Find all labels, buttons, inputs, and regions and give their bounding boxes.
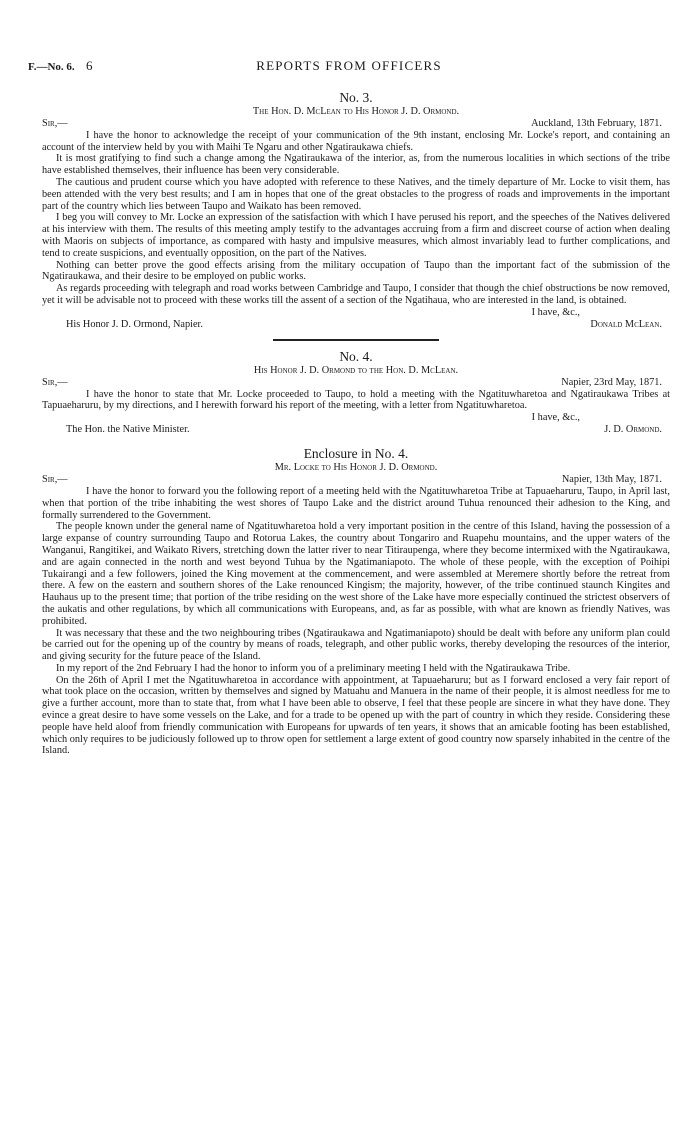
letter-title: The Hon. D. McLean to His Honor J. D. Ormond. bbox=[252, 106, 460, 117]
addressee: The Hon. the Native Minister. bbox=[66, 424, 190, 436]
closing: I have, &c., bbox=[531, 412, 580, 424]
signature: Donald McLean. bbox=[590, 318, 662, 330]
section-divider bbox=[273, 339, 439, 341]
paragraph: It is most gratifying to find such a change among the Ngatiraukawa of the interior, as, from the numerous localities in which sections of the tribe have established themselves, their influence has been very considerable. bbox=[42, 153, 670, 177]
paragraph: On the 26th of April I met the Ngatituwharetoa in accordance with appointment, at Tapuaeharuru; but as I forward enclosed a very fair report of what took place on the occasion, written by themselves and signed by Matuahu and Manuera in the name of their people, it is almost needless for me to give a further account, more than to state that, from what I have been able to observe, I feel that these people are sincere in what they have done. They evince a great desire to have some vessels on the Lake, and for a trade to be opened up with the part of country in which they reside. Considering these people have held aloof from friendly communication with Europeans for upwards of ten years, it shows that an amicable footing has been established, which only requires to be judiciously followed up to throw open for settlement a large extent of good country now sparsely inhabited in the centre of the Island. bbox=[42, 674, 670, 757]
paragraph: I have the honor to acknowledge the receipt of your communication of the 9th instant, enclosing Mr. Locke's report, and containing an account of the interview held by you with Maihi Te Ngaru and other Ngatiraukawa chiefs. bbox=[42, 129, 670, 153]
closing-row bbox=[42, 307, 670, 319]
salutation: Sir,— bbox=[42, 473, 68, 485]
paragraph: It was necessary that these and the two neighbouring tribes (Ngatiraukawa and Ngatimaniapoto) should be dealt with before any uniform plan could be carried out for the opening up of the country by means of roads, telegraph, and other public works, thereby developing the resources of the interior, and giving security for the future peace of the Island. bbox=[42, 627, 670, 663]
paragraph: I have the honor to state that Mr. Locke proceeded to Taupo, to hold a meeting with the Ngatituwharetoa and Ngatiraukawa Tribes at Tapuaeharuru, by my directions, and I herewith forward his report of the meeting, with a letter from Ngatituwharetoa. bbox=[42, 388, 670, 412]
paragraph: Nothing can better prove the good effects arising from the military occupation of Taupo than the important fact of the submission of the Ngatiraukawa, and their desire to be employed on public works. bbox=[42, 259, 670, 283]
document-body bbox=[42, 90, 670, 757]
signature-row bbox=[42, 424, 670, 436]
place-date: Napier, 23rd May, 1871. bbox=[561, 376, 662, 388]
enclosure-no-4 bbox=[42, 446, 670, 757]
letter-number: No. 4. bbox=[339, 348, 373, 364]
signature: J. D. Ormond. bbox=[604, 424, 662, 436]
paragraph: In my report of the 2nd February I had the honor to inform you of a preliminary meeting I held with the Ngatiraukawa Tribe. bbox=[56, 662, 571, 674]
salutation: Sir,— bbox=[42, 376, 68, 388]
salutation-row bbox=[42, 118, 670, 130]
place-date: Auckland, 13th February, 1871. bbox=[531, 117, 662, 129]
paragraph: As regards proceeding with telegraph and road works between Cambridge and Taupo, I consider that though the chief obstructions be now removed, yet it will be advisable not to proceed with these works till the assent of a section of the Ngatihaua, who are interested in the land, is obtained. bbox=[42, 283, 670, 306]
paragraph: I have the honor to forward you the following report of a meeting held with the Ngatituwharetoa Tribe at Tapuaeharuru, Taupo, in April last, when that portion of the tribe inhabiting the west shores of Taupo Lake and the district around Tuhua renounced their adhesion to the King, and formally surrendered to the Government. bbox=[42, 485, 670, 521]
salutation: Sir,— bbox=[42, 117, 68, 129]
page-header bbox=[28, 58, 670, 78]
signature-row bbox=[42, 319, 670, 331]
page-number: 6 bbox=[86, 58, 93, 73]
closing: I have, &c., bbox=[531, 306, 580, 318]
place-date: Napier, 13th May, 1871. bbox=[561, 473, 662, 485]
letter-title: Mr. Locke to His Honor J. D. Ormond. bbox=[274, 462, 438, 474]
addressee: His Honor J. D. Ormond, Napier. bbox=[66, 318, 203, 330]
paragraph: The cautious and prudent course which you have adopted with reference to these Natives, and the timely departure of Mr. Locke to visit them, has been attended with the very best results; and I am in hopes that one of the great obstacles to the progress of roads and improvements in the important part of the country which lies between Taupo and Waikato has been removed. bbox=[42, 176, 670, 212]
paragraph: I beg you will convey to Mr. Locke an expression of the satisfaction with which I have perused his report, and the speeches of the Natives delivered at his interview with them. The results of this meeting amply testify to the advantages accruing from a firm and discreet course of action when dealing with Maoris on subjects of importance, as compared with hasty and impulsive measures, which almost invariably lead to further complications, and tend to create suspicions, and eventually opposition, on the part of the Natives. bbox=[42, 212, 670, 259]
letter-title: His Honor J. D. Ormond to the Hon. D. McLean. bbox=[253, 364, 459, 376]
salutation-row bbox=[42, 377, 670, 389]
closing-row bbox=[42, 412, 670, 424]
salutation-row bbox=[42, 474, 670, 486]
letter-no-4 bbox=[42, 349, 670, 436]
letter-number: No. 3. bbox=[339, 90, 373, 105]
enclosure-heading: Enclosure in No. 4. bbox=[303, 446, 409, 462]
letter-no-3 bbox=[42, 90, 670, 331]
running-title: REPORTS FROM OFFICERS bbox=[256, 58, 442, 73]
paper-code: F.—No. 6. bbox=[28, 61, 75, 73]
paragraph: The people known under the general name of Ngatituwharetoa hold a very important position in the centre of this Island, having the possession of a large expanse of country surrounding Taupo and Rotorua Lakes, the country about Tongariro and Ruapehu mountains, and the upper waters of the Wanganui, Rangitikei, and Waikato Rivers, stretching down the latter river to near Titiraupenga, where they become intermixed with the Ngatiraukawa, and are again connected in the north and west beyond Tuhua by the Ngatimaniapoto. The whole of these people, with the exception of Poihipi Tukairangi and a few followers, joined the King movement at the commencement, and were assembled at Meremere shortly before the retreat from there. A few on the eastern and southern shores of the Lake renounced Kingism; the majority, however, of the tribe continued staunch Kingites and Hauhaus up to the present time; that portion of the tribe residing on the west shore of the Lake have more especially continued the strictest observers of the aukatis and other regulations, by which all communications with Europeans, and, as far as possible, with what are known as friendly Natives, was prohibited. bbox=[42, 521, 670, 627]
